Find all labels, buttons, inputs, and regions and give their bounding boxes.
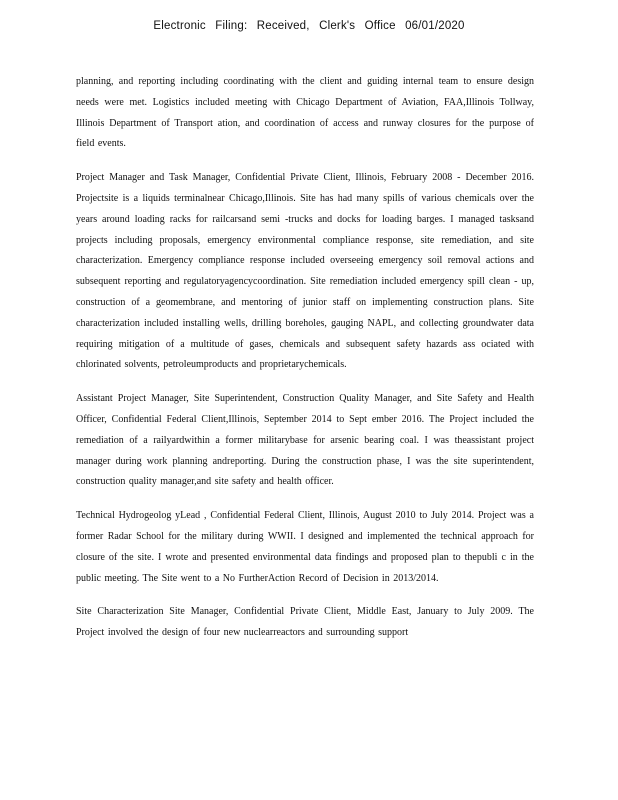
filing-stamp-header: Electronic Filing: Received, Clerk's Office 06/01/2020 bbox=[153, 20, 465, 32]
paragraph-technical-hydrogeology-lead-entry: Technical Hydrogeolog yLead , Confidential Federal Client, Illinois, August 2010 to July 2014. Project was a former Radar School for the military during WWII. I designed and implemented the technical approach for closure of the site. I wrote and presented environmental data findings and proposed plan to thepubli c in the public meeting. The Site went to a No FurtherAction Record of Decision in 2013/2014. bbox=[76, 510, 534, 584]
paragraph-site-characterization-entry: Site Characterization Site Manager, Confidential Private Client, Middle East, January to July 2009. The Project involved the design of four new nuclearreactors and surrounding support bbox=[76, 606, 534, 639]
document-body bbox=[76, 72, 534, 657]
paragraph-project-manager-entry: Project Manager and Task Manager, Confidential Private Client, Illinois, February 2008 - December 2016. Projectsite is a liquids terminalnear Chicago,Illinois. Site has had many spills of various chemicals over the years around loading racks for railcarsand semi -trucks and docks for loading barges. I managed tasksand projects including proposals, emergency environmental compliance response, site remediation, and site characterization. Emergency compliance response included overseeing emergency soil removal actions and subsequent reporting and regulatoryagencycoordination. Site remediation included emergency spill clean - up, construction of a geomembrane, and mentoring of junior staff on implementing construction plans. Site characterization included installing wells, drilling boreholes, gauging NAPL, and collecting groundwater data requiring mitigation of a multitude of gases, chemicals and subsequent safety hazards ass ociated with chlorinated solvents, petroleumproducts and proprietarychemicals. bbox=[76, 172, 534, 371]
paragraph-planning-continuation: planning, and reporting including coordinating with the client and guiding internal team to ensure design needs were met. Logistics included meeting with Chicago Department of Aviation, FAA,Illinois Tollway, Illinois Department of Transport ation, and coordination of access and runway closures for the purpose of field events. bbox=[76, 76, 534, 150]
paragraph-assistant-project-manager-entry: Assistant Project Manager, Site Superintendent, Construction Quality Manager, and Site Safety and Health Officer, Confidential Federal Client,Illinois, September 2014 to Sept ember 2016. The Project included the remediation of a railyardwithin a former militarybase for arsenic bearing coal. I was theassistant project manager during work planning andreporting. During the construction phase, I was the site superintendent, construction quality manager,and site safety and health officer. bbox=[76, 393, 534, 488]
